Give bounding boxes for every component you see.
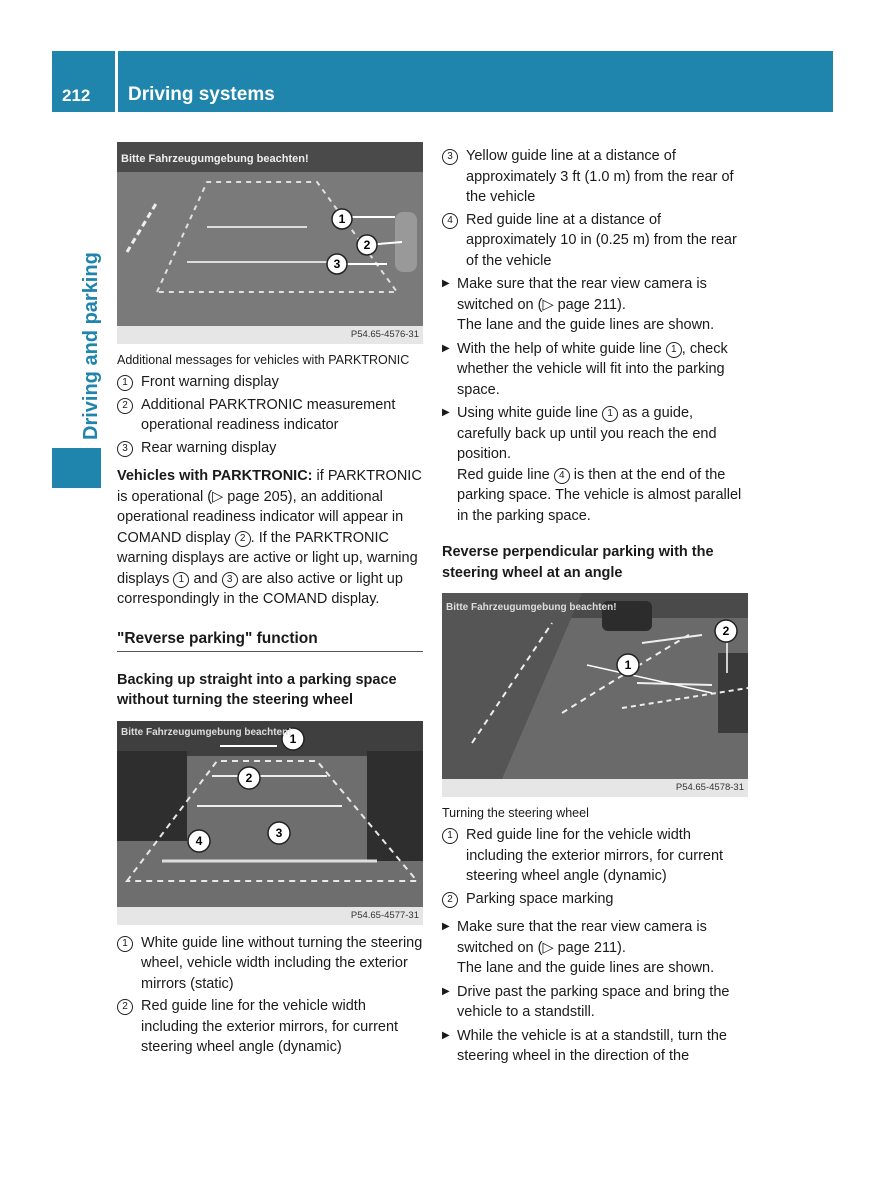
instruction-step: ▶ While the vehicle is at a standstill, turn the steering wheel in the direction of the: [442, 1027, 727, 1064]
page-reference-link[interactable]: ▷ page 211: [542, 939, 618, 956]
page-title: Driving systems: [128, 84, 275, 105]
camera-image-parktronic: [117, 142, 423, 344]
page-reference-link[interactable]: ▷ page 211: [542, 296, 618, 313]
callout-2: 2: [722, 624, 730, 638]
header-separator: [115, 51, 118, 112]
camera-image-straight: [117, 721, 423, 925]
figure-caption: Turning the steering wheel: [442, 806, 589, 820]
camera-view-illustration: [442, 593, 748, 779]
camera-overlay-text: Bitte Fahrzeugumgebung beachten!: [121, 726, 292, 738]
camera-overlay-text: Bitte Fahrzeugumgebung beachten!: [121, 153, 309, 165]
side-tab-marker: [52, 448, 101, 488]
figure-id: P54.65-4577-31: [117, 907, 423, 925]
instruction-step: ▶ Make sure that the rear view camera is switched on (▷ page 211). The lane and the guide lines are shown.: [442, 276, 715, 333]
camera-overlay-text: Bitte Fahrzeugumgebung beachten!: [446, 602, 617, 613]
page-number: 212: [62, 86, 91, 105]
callout-3: 3: [275, 825, 283, 840]
camera-image-perpendicular: [442, 593, 748, 797]
instruction-step: ▶ Using white guide line 1 as a guide, carefully back up until you reach the end position. Red guide line 4 is then at the end of the parking space. The vehicle is almost parallel in the parking space.: [442, 405, 742, 524]
callout-1: 1: [289, 731, 297, 746]
figure-id: P54.65-4578-31: [442, 779, 748, 797]
list-item: 1 White guide line without turning the steering wheel, vehicle width including the exterior mirrors (static): [117, 933, 423, 995]
figure-id: P54.65-4576-31: [117, 326, 423, 344]
subsection-heading: Backing up straight into a parking space without turning the steering wheel: [117, 671, 397, 708]
list-item: 2 Red guide line for the vehicle width including the exterior mirrors, for current steering wheel angle (dynamic): [117, 996, 423, 1058]
callout-2: 2: [245, 770, 253, 785]
side-tab-label: Driving and parking: [80, 252, 102, 440]
list-item: 1 Front warning display: [117, 372, 423, 393]
callout-1: 1: [624, 658, 632, 672]
figure-caption: Additional messages for vehicles with PARKTRONIC: [117, 353, 410, 367]
callout-1: 1: [338, 212, 346, 226]
list-item: 2 Parking space marking: [442, 889, 748, 910]
list-item: 3 Rear warning display: [117, 438, 423, 459]
page-reference-link[interactable]: ▷ page 205: [212, 488, 288, 505]
camera-view-illustration: [117, 142, 423, 326]
list-item: 3 Yellow guide line at a distance of approximately 3 ft (1.0 m) from the rear of the vehicle: [442, 146, 748, 208]
left-column: [117, 142, 423, 1060]
section-heading: "Reverse parking" function: [117, 630, 423, 652]
instruction-step: ▶ Make sure that the rear view camera is switched on (▷ page 211). The lane and the guide lines are shown.: [442, 919, 715, 976]
callout-2: 2: [363, 238, 371, 252]
instruction-step: ▶ With the help of white guide line 1 , check whether the vehicle will fit into the parking space.: [442, 340, 728, 398]
parktronic-paragraph: Vehicles with PARKTRONIC: if PARKTRONIC is operational (▷ page 205), an additional operational readiness indicator will appear in COMAND display 2 . If the PARKTRONIC warning displays are active or light up, warning displays 1 and 3 are also active or light up correspondingly in the COMAND display.: [117, 468, 422, 607]
right-column: [442, 144, 748, 1070]
camera-view-illustration: [117, 721, 423, 907]
callout-3: 3: [333, 257, 341, 271]
list-item: 4 Red guide line at a distance of approximately 10 in (0.25 m) from the rear of the vehicle: [442, 210, 748, 272]
list-item: 2 Additional PARKTRONIC measurement operational readiness indicator: [117, 395, 423, 436]
instruction-step: ▶ Drive past the parking space and bring the vehicle to a standstill.: [442, 983, 730, 1020]
callout-4: 4: [195, 833, 203, 848]
list-item: 1 Red guide line for the vehicle width including the exterior mirrors, for current steering wheel angle (dynamic): [442, 825, 748, 887]
subsection-heading: Reverse perpendicular parking with the steering wheel at an angle: [442, 544, 714, 581]
